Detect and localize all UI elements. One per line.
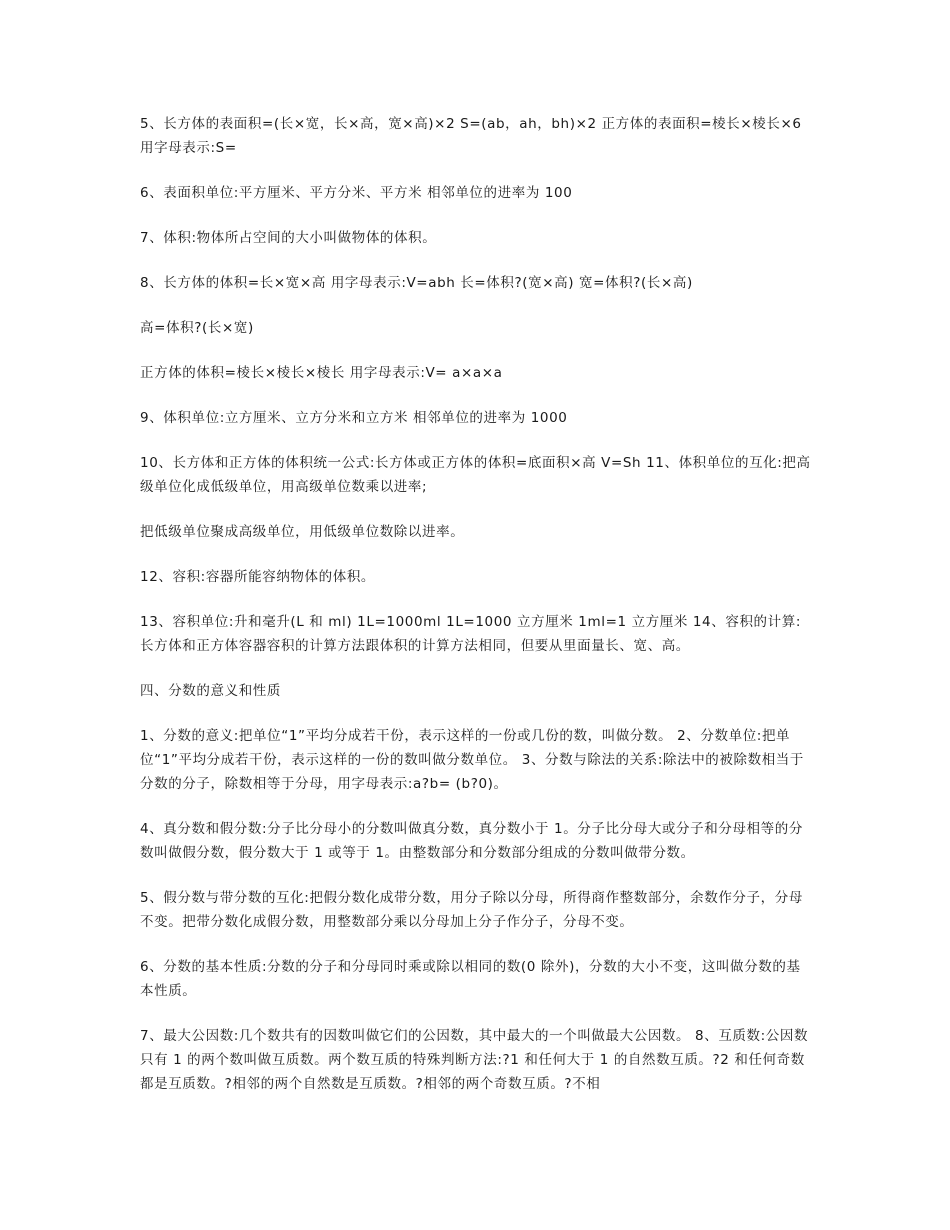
- paragraph-capacity-definition: 12、容积:容器所能容纳物体的体积。: [140, 569, 376, 585]
- paragraph-proper-improper-fractions: 4、真分数和假分数:分子比分母小的分数叫做真分数，真分数小于 1。分子比分母大或分子和分母相等的分数叫做假分数，假分数大于 1 或等于 1。由整数部分和分数部分组成的分数叫做带分数。: [140, 821, 803, 861]
- paragraph-cuboid-surface-area: 5、长方体的表面积=(长×宽，长×高，宽×高)×2 S=(ab，ah，bh)×2 正方体的表面积=棱长×棱长×6 用字母表示:S=: [140, 116, 802, 156]
- paragraph-gcd-coprime: 7、最大公因数:几个数共有的因数叫做它们的公因数，其中最大的一个叫做最大公因数。 8、互质数:公因数只有 1 的两个数叫做互质数。两个数互质的特殊判断方法:?1 和任何大于 1 的自然数互质。?2 和任何奇数都是互质数。?相邻的两个自然数是互质数。?相邻的两个奇数互质。?不相: [140, 1028, 809, 1092]
- document-page: [140, 112, 812, 1117]
- paragraph-capacity-units: 13、容积单位:升和毫升(L 和 ml) 1L=1000ml 1L=1000 立方厘米 1ml=1 立方厘米 14、容积的计算:长方体和正方体容器容积的计算方法跟体积的计算方法相同，但要从里面量长、宽、高。: [140, 614, 801, 654]
- paragraph-fraction-meaning: 1、分数的意义:把单位“1”平均分成若干份，表示这样的一份或几份的数，叫做分数。 2、分数单位:把单位“1”平均分成若干份，表示这样的一份的数叫做分数单位。 3、分数与除法的关系:除法中的被除数相当于分数的分子，除数相等于分母，用字母表示:a?b= (b?0)。: [140, 728, 805, 792]
- paragraph-volume-units: 9、体积单位:立方厘米、立方分米和立方米 相邻单位的进率为 1000: [140, 410, 568, 426]
- paragraph-unified-volume-formula: 10、长方体和正方体的体积统一公式:长方体或正方体的体积=底面积×高 V=Sh 11、体积单位的互化:把高级单位化成低级单位，用高级单位数乘以进率;: [140, 455, 811, 495]
- paragraph-surface-area-units: 6、表面积单位:平方厘米、平方分米、平方米 相邻单位的进率为 100: [140, 185, 573, 201]
- paragraph-volume-definition: 7、体积:物体所占空间的大小叫做物体的体积。: [140, 230, 437, 246]
- paragraph-cuboid-volume: 8、长方体的体积=长×宽×高 用字母表示:V=abh 长=体积?(宽×高) 宽=体积?(长×高): [140, 275, 693, 291]
- paragraph-mixed-number-conversion: 5、假分数与带分数的互化:把假分数化成带分数，用分子除以分母，所得商作整数部分，余数作分子，分母不变。把带分数化成假分数，用整数部分乘以分母加上分子作分子，分母不变。: [140, 890, 803, 930]
- section-heading-fractions: 四、分数的意义和性质: [140, 683, 281, 699]
- paragraph-cube-volume: 正方体的体积=棱长×棱长×棱长 用字母表示:V= a×a×a: [140, 365, 503, 381]
- paragraph-unit-conversion: 把低级单位聚成高级单位，用低级单位数除以进率。: [140, 524, 465, 540]
- paragraph-fraction-basic-property: 6、分数的基本性质:分数的分子和分母同时乘或除以相同的数(0 除外)，分数的大小不变，这叫做分数的基本性质。: [140, 959, 801, 999]
- paragraph-height-formula: 高=体积?(长×宽): [140, 320, 254, 336]
